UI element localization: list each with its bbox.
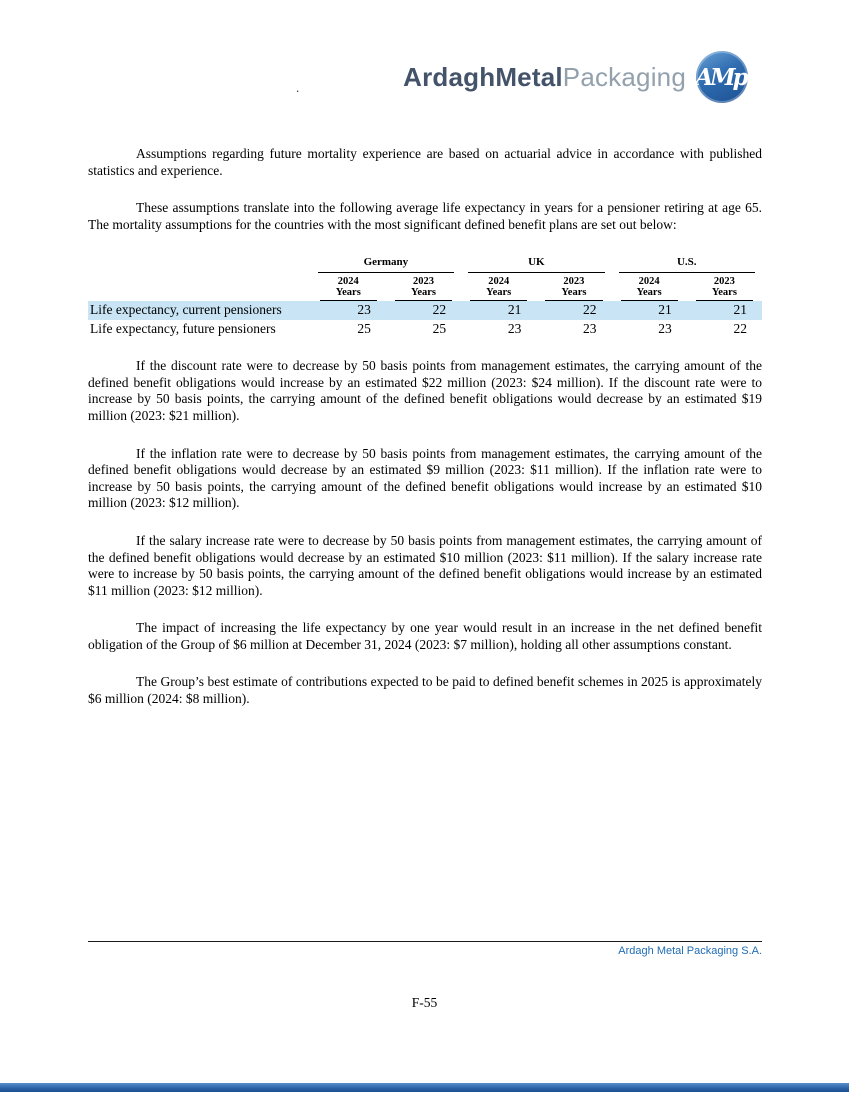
paragraph-inflation-rate-sensitivity: If the inflation rate were to decrease by 50 basis points from management estimates, the carrying amount of the defined benefit obligations would decrease by an estimated $9 million (2023: $11 million). If the inflation rate were to increase by 50 basis points, the carrying amount of the defined benefit obligations would increase by an estimated $10 million (2023: $12 million). xyxy=(88,445,762,511)
column-group-uk: UK xyxy=(468,254,604,273)
year-label: 2023 xyxy=(713,275,735,287)
paragraph-life-expectancy-sensitivity: The impact of increasing the life expectancy by one year would result in an increase in the net defined benefit obligation of the Group of $6 million at December 31, 2024 (2023: $7 million), holding all other assumptions constant. xyxy=(88,620,762,652)
years-label: Years xyxy=(335,287,361,299)
year-header-us-2024 xyxy=(621,274,678,301)
amp-logo-icon xyxy=(696,51,748,103)
table-row-current-pensioners xyxy=(88,301,762,320)
years-label: Years xyxy=(410,287,437,299)
value-cell: 25 xyxy=(357,320,371,336)
footer-rule xyxy=(88,941,762,942)
year-header-germany-2023 xyxy=(395,274,452,301)
value-cell: 22 xyxy=(583,301,597,317)
paragraph-contributions-estimate: The Group’s best estimate of contributions expected to be paid to defined benefit schemes in 2025 is approximately $6 million (2024: $8 million). xyxy=(88,674,762,707)
years-label: Years xyxy=(561,287,587,299)
row-label: Life expectancy, future pensioners xyxy=(90,320,276,336)
footer-company-name: Ardagh Metal Packaging S.A. xyxy=(618,945,762,957)
value-cell: 23 xyxy=(583,320,597,336)
group-header-row xyxy=(88,254,762,273)
paragraph-salary-increase-sensitivity: If the salary increase rate were to decrease by 50 basis points from management estimates, the carrying amount of the defined benefit obligations would decrease by an estimated $10 million (2023: $11 million). If the salary increase rate were to increase by 50 basis points, the carrying amount of the defined benefit obligations would increase by an estimated $11 million (2023: $12 million). xyxy=(88,532,762,598)
value-cell: 23 xyxy=(507,320,522,336)
paragraph-discount-rate-sensitivity: If the discount rate were to decrease by 50 basis points from management estimates, the carrying amount of the defined benefit obligations would increase by an estimated $22 million (2023: $24 million). If the discount rate were to increase by 50 basis points, the carrying amount of the defined benefit obligations would decrease by an estimated $19 million (2023: $21 million). xyxy=(88,358,762,423)
amp-monogram: AMp xyxy=(695,63,746,91)
page-number: F-55 xyxy=(411,995,438,1010)
year-label: 2024 xyxy=(488,275,510,287)
row-label: Life expectancy, current pensioners xyxy=(90,301,282,317)
stray-mark: . xyxy=(296,80,300,95)
year-label: 2023 xyxy=(563,275,585,287)
year-header-us-2023 xyxy=(696,274,753,301)
value-cell: 25 xyxy=(432,320,447,336)
logo-text-metal: Metal xyxy=(495,61,563,92)
year-label: 2024 xyxy=(337,275,359,287)
page-content xyxy=(88,0,762,729)
table-row-future-pensioners xyxy=(88,320,762,339)
paragraph-life-expectancy-intro: These assumptions translate into the following average life expectancy in years for a pensioner retiring at age 65. The mortality assumptions for the countries with the most significant defined benefit plans are set out below: xyxy=(88,200,762,232)
page-footer xyxy=(88,941,762,957)
year-label: 2023 xyxy=(412,275,434,287)
value-cell: 23 xyxy=(357,301,371,317)
value-cell: 21 xyxy=(658,301,672,317)
column-group-germany: Germany xyxy=(318,254,454,273)
body-copy xyxy=(88,146,762,708)
paragraph-mortality-basis: Assumptions regarding future mortality experience are based on actuarial advice in accordance with published statistics and experience. xyxy=(88,146,762,178)
year-header-uk-2024 xyxy=(470,274,527,301)
logo-text xyxy=(403,62,686,93)
value-cell: 21 xyxy=(507,301,522,317)
years-label: Years xyxy=(711,287,737,299)
years-label: Years xyxy=(486,287,512,299)
brand-header xyxy=(88,50,762,104)
logo-text-ardagh: Ardagh xyxy=(403,61,496,92)
year-header-germany-2024 xyxy=(320,274,377,301)
value-cell: 23 xyxy=(658,320,672,336)
life-expectancy-table xyxy=(88,254,762,338)
year-header-uk-2023 xyxy=(545,274,602,301)
column-group-us: U.S. xyxy=(619,254,755,273)
year-label: 2024 xyxy=(638,275,660,287)
value-cell: 22 xyxy=(432,301,447,317)
years-label: Years xyxy=(636,287,662,299)
bottom-decorative-bar xyxy=(0,1083,849,1092)
value-cell: 22 xyxy=(733,320,747,336)
logo-text-packaging: Packaging xyxy=(562,61,686,92)
year-header-row xyxy=(88,273,762,301)
value-cell: 21 xyxy=(733,301,747,317)
